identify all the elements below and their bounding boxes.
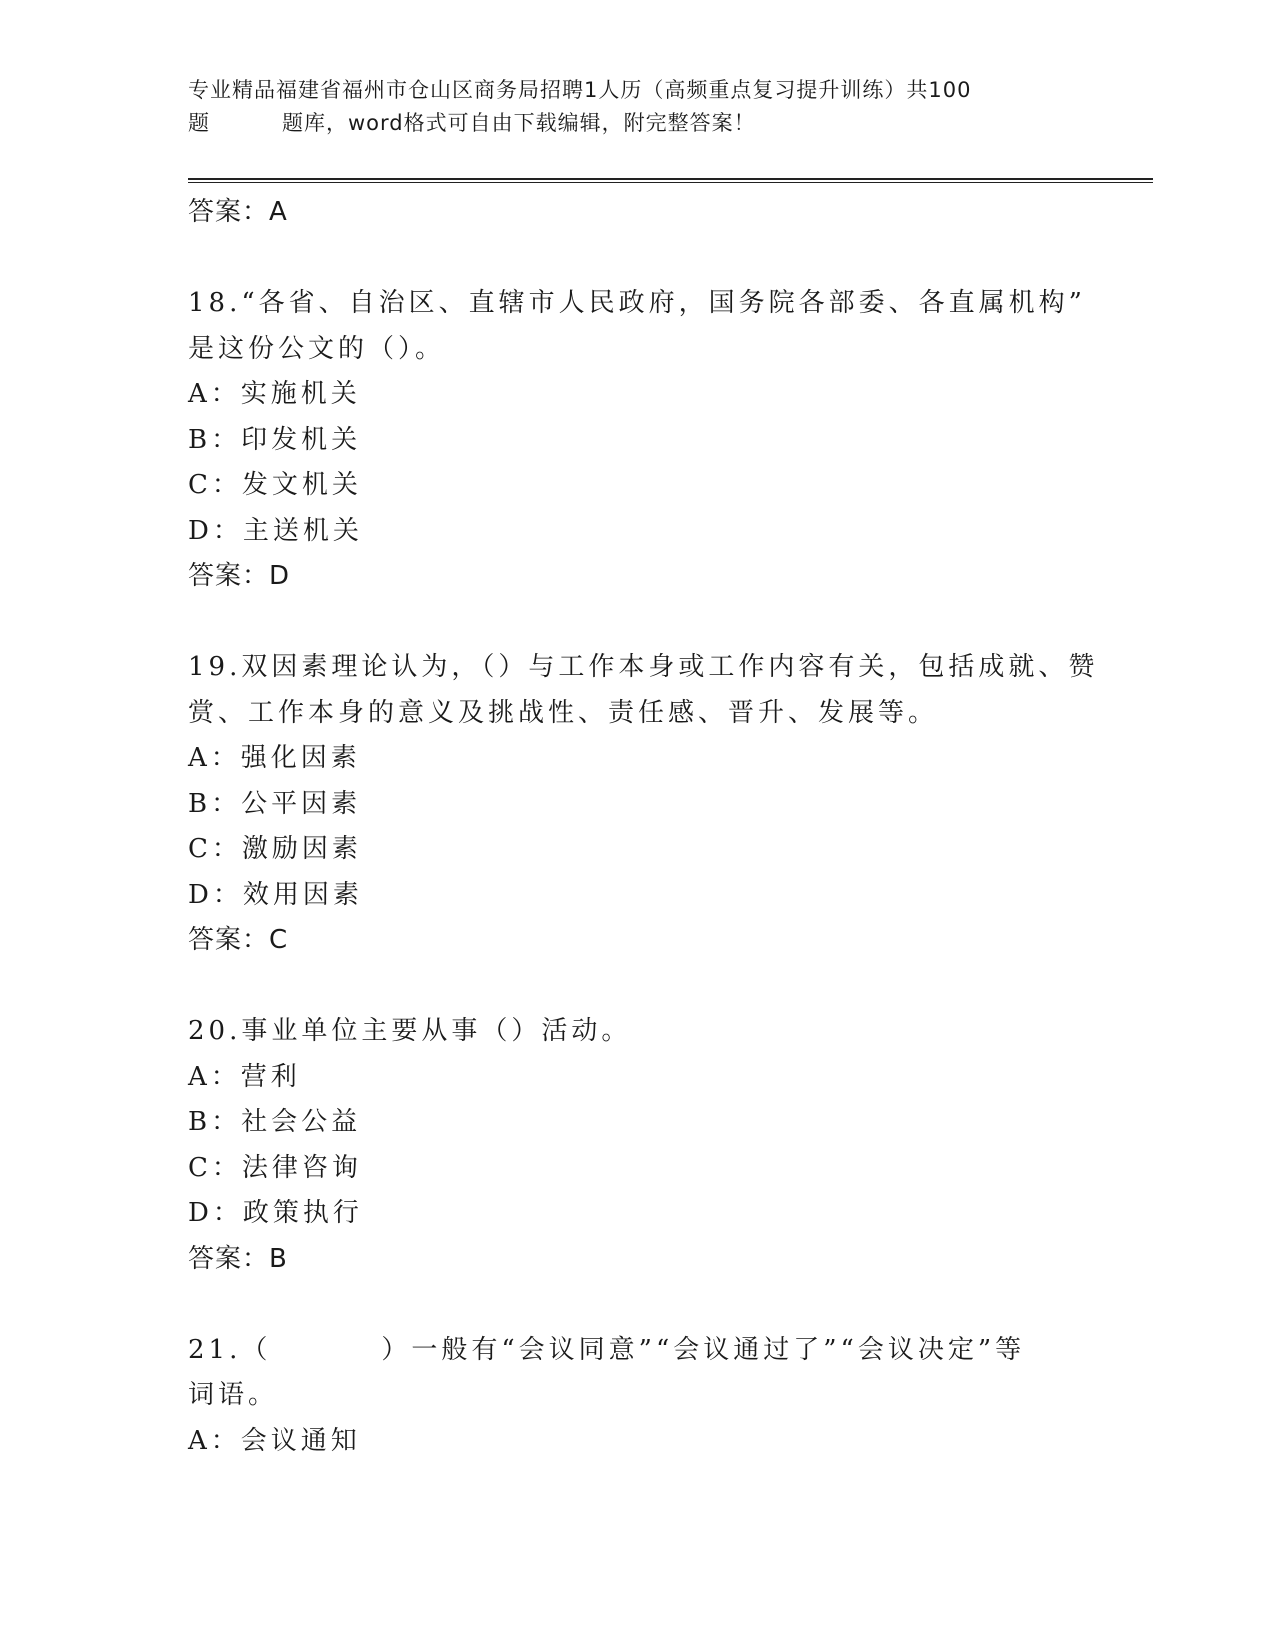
question-20-answer: 答案：B [188,1243,288,1274]
question-19-stem-line1: 19.双因素理论认为，（）与工作本身或工作内容有关，包括成就、赞 [188,652,1099,682]
page-header [188,74,1088,140]
question-20-option-b: B：社会公益 [188,1107,362,1137]
header-title-line1: 专业精品福建省福州市仓山区商务局招聘1人历（高频重点复习提升训练）共100 [188,78,972,102]
question-list [188,190,1099,1464]
question-19 [188,645,1099,964]
question-19-option-a: A：强化因素 [188,743,361,773]
question-21-stem-suffix: ）一般有“会议同意”“会议通过了”“会议决定”等 [381,1334,1026,1365]
header-title-line2 [188,107,1088,140]
question-19-answer: 答案：C [188,925,289,955]
question-20-stem-line1: 20.事业单位主要从事（）活动。 [188,1016,632,1046]
question-20-option-d: D：政策执行 [188,1198,363,1228]
header-divider [188,178,1153,183]
question-19-option-d: D：效用因素 [188,879,363,910]
question-20-option-a: A：营利 [188,1061,301,1092]
header-title-line2-right: 题库，word格式可自由下载编辑，附完整答案！ [282,111,756,135]
question-18-stem-line2: 是这份公文的（）。 [188,333,446,364]
question-20 [188,1009,1088,1282]
question-18-answer: 答案：D [188,561,291,591]
question-21 [188,1328,1088,1465]
question-18-option-b: B：印发机关 [188,424,362,455]
question-18-option-a: A：实施机关 [188,379,361,409]
question-18 [188,281,1088,600]
question-20-option-c: C：法律咨询 [188,1152,362,1183]
question-21-stem-prefix: 21.（ [188,1334,272,1365]
question-21-stem-line2: 词语。 [188,1380,279,1410]
question-18-stem-line1: 18.“各省、自治区、直辖市人民政府，国务院各部委、各直属机构” [188,288,1086,318]
question-21-stem-line1 [188,1328,1088,1374]
question-18-option-d: D：主送机关 [188,515,363,546]
answer-17: 答案：A [188,197,288,227]
question-18-option-c: C：发文机关 [188,470,362,500]
question-19-option-b: B：公平因素 [188,788,362,819]
header-title-line2-left: 题 [188,111,210,135]
question-19-stem-line2: 赏、工作本身的意义及挑战性、责任感、晋升、发展等。 [188,697,939,728]
question-21-option-a: A：会议通知 [188,1425,361,1456]
question-19-option-c: C：激励因素 [188,834,362,864]
